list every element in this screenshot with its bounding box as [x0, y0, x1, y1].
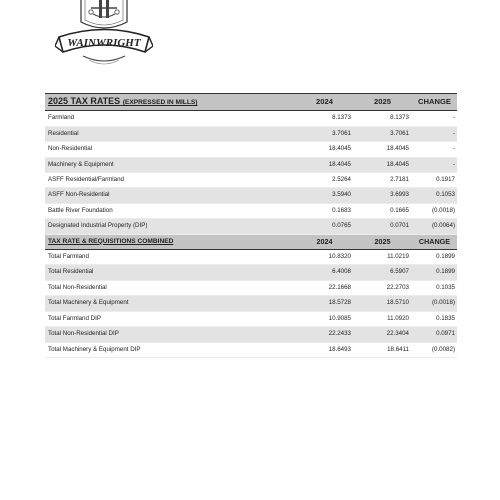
table-row [45, 142, 457, 157]
value-2025: 18.5710 [353, 296, 411, 311]
table-row [45, 265, 457, 280]
value-2025: 0.0701 [353, 219, 411, 234]
value-2024: 18.6493 [295, 342, 353, 357]
tax-rates-title: 2025 TAX RATES (EXPRESSED IN MILLS) [45, 94, 295, 111]
row-label: Non-Residential [45, 142, 295, 157]
value-change: 0.1035 [411, 280, 457, 295]
tax-rates-header [45, 94, 457, 111]
col-2025-header: 2025 [353, 94, 411, 111]
value-2024: 3.5940 [295, 188, 353, 203]
combined-title: TAX RATE & REQUISITIONS COMBINED [45, 234, 295, 249]
table-row [45, 311, 457, 326]
value-2025: 6.5907 [353, 265, 411, 280]
col-2024-header: 2024 [295, 94, 353, 111]
table-row [45, 342, 457, 357]
value-2024: 18.4045 [295, 157, 353, 172]
value-change: 0.1899 [411, 250, 457, 265]
col-change-header: CHANGE [411, 94, 457, 111]
value-2025: 11.0219 [353, 250, 411, 265]
row-label: Battle River Foundation [45, 203, 295, 218]
table-row [45, 280, 457, 295]
value-change: (0.0018) [411, 296, 457, 311]
table-row [45, 219, 457, 234]
value-change: (0.0064) [411, 219, 457, 234]
row-label: Residential [45, 126, 295, 141]
value-2024: 18.4045 [295, 142, 353, 157]
combined-col-2025-header: 2025 [353, 234, 411, 249]
value-change: - [411, 142, 457, 157]
value-2025: 3.7061 [353, 126, 411, 141]
value-2025: 18.4045 [353, 157, 411, 172]
value-change: 0.1917 [411, 173, 457, 188]
value-2024: 18.5728 [295, 296, 353, 311]
combined-section [45, 234, 457, 249]
table-row [45, 126, 457, 141]
row-label: Total Residential [45, 265, 295, 280]
logo-text: WAINWRIGHT [67, 37, 141, 49]
table-row [45, 111, 457, 126]
value-2025: 22.3404 [353, 327, 411, 342]
value-2024: 22.1668 [295, 280, 353, 295]
value-2025: 8.1373 [353, 111, 411, 126]
row-label: Total Farmland [45, 250, 295, 265]
table-row [45, 157, 457, 172]
table-row [45, 327, 457, 342]
value-2025: 0.1665 [353, 203, 411, 218]
combined-col-2024-header: 2024 [295, 234, 353, 249]
row-label: Total Machinery & Equipment [45, 296, 295, 311]
value-2025: 2.7181 [353, 173, 411, 188]
value-2024: 10.9085 [295, 311, 353, 326]
value-change: 0.1899 [411, 265, 457, 280]
table-row [45, 188, 457, 203]
row-label: Total Farmland DIP [45, 311, 295, 326]
value-change: - [411, 111, 457, 126]
value-2024: 0.1683 [295, 203, 353, 218]
row-label: Farmland [45, 111, 295, 126]
value-2024: 3.7061 [295, 126, 353, 141]
value-2025: 22.2703 [353, 280, 411, 295]
row-label: ASFF Residential/Farmland [45, 173, 295, 188]
value-2025: 3.6993 [353, 188, 411, 203]
table-row [45, 203, 457, 218]
value-change: 0.1053 [411, 188, 457, 203]
row-label: Designated Industrial Property (DIP) [45, 219, 295, 234]
row-label: Total Non-Residential DIP [45, 327, 295, 342]
value-2025: 11.0920 [353, 311, 411, 326]
value-2024: 6.4008 [295, 265, 353, 280]
row-label: ASFF Non-Residential [45, 188, 295, 203]
value-2024: 0.0765 [295, 219, 353, 234]
value-change: 0.1835 [411, 311, 457, 326]
value-change: (0.0082) [411, 342, 457, 357]
combined-header [45, 234, 457, 249]
combined-rows [45, 250, 457, 358]
table-row [45, 250, 457, 265]
value-change: (0.0018) [411, 203, 457, 218]
value-change: - [411, 157, 457, 172]
combined-col-change-header: CHANGE [411, 234, 457, 249]
tax-rates-table [45, 93, 457, 358]
row-label: Total Machinery & Equipment DIP [45, 342, 295, 357]
tax-rates-section [45, 94, 457, 111]
value-2024: 8.1373 [295, 111, 353, 126]
value-2025: 18.6411 [353, 342, 411, 357]
row-label: Total Non-Residential [45, 280, 295, 295]
value-2024: 10.8320 [295, 250, 353, 265]
value-change: 0.0971 [411, 327, 457, 342]
value-2024: 2.5264 [295, 173, 353, 188]
table-row [45, 296, 457, 311]
row-label: Machinery & Equipment [45, 157, 295, 172]
wainwright-crest-logo [55, 0, 153, 70]
table-row [45, 173, 457, 188]
value-change: - [411, 126, 457, 141]
tax-rates-rows [45, 111, 457, 234]
value-2025: 18.4045 [353, 142, 411, 157]
value-2024: 22.2433 [295, 327, 353, 342]
